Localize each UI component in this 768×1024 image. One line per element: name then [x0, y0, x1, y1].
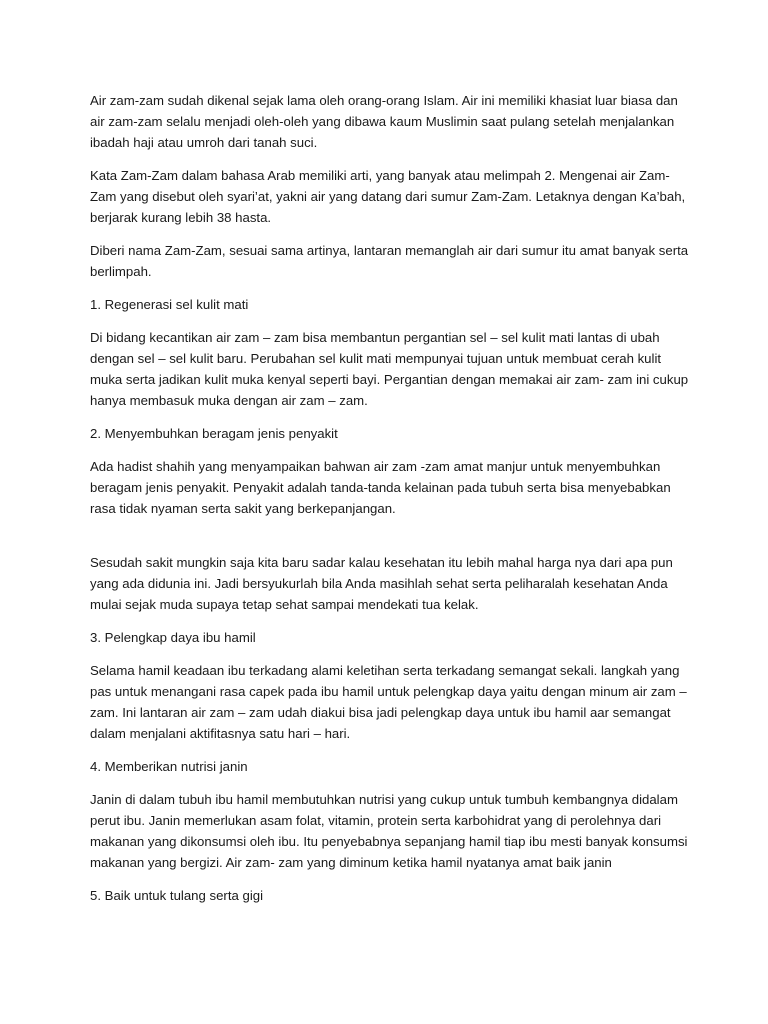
paragraph-ibu-hamil: Selama hamil keadaan ibu terkadang alami keletihan serta terkadang semangat sekali. langkah yang pas untuk menangani rasa capek pada ibu hamil untuk pelengkap daya yaitu dengan minum air zam – zam. Ini lantaran air zam – zam udah diakui bisa jadi pelengkap daya untuk ibu hamil aar semangat dalam menjalani aktifitasnya satu hari – hari. [90, 663, 687, 741]
heading-tulang-gigi: 5. Baik untuk tulang serta gigi [90, 888, 264, 903]
heading-ibu-hamil: 3. Pelengkap daya ibu hamil [90, 630, 256, 645]
paragraph-meaning: Kata Zam-Zam dalam bahasa Arab memiliki arti, yang banyak atau melimpah 2. Mengenai air Zam-Zam yang disebut oleh syari’at, yakni air yang datang dari sumur Zam-Zam. Letaknya dengan Ka’bah, berjarak kurang lebih 38 hasta. [90, 168, 686, 225]
paragraph-nutrisi-janin: Janin di dalam tubuh ibu hamil membutuhkan nutrisi yang cukup untuk tumbuh kembangnya didalam perut ibu. Janin memerlukan asam folat, vitamin, protein serta karbohidrat yang di perolehnya dari makanan yang dikonsumsi oleh ibu. Itu penyebabnya sepanjang hamil tiap ibu mesti banyak konsumsi makanan yang bergizi. Air zam- zam yang diminum ketika hamil nyatanya amat baik janin [90, 792, 688, 870]
paragraph-intro: Air zam-zam sudah dikenal sejak lama oleh orang-orang Islam. Air ini memiliki khasiat luar biasa dan air zam-zam selalu menjadi oleh-oleh yang dibawa kaum Muslimin saat pulang setelah menjalankan ibadah haji atau umroh dari tanah suci. [90, 93, 678, 150]
heading-penyakit: 2. Menyembuhkan beragam jenis penyakit [90, 426, 338, 441]
paragraph-regenerasi: Di bidang kecantikan air zam – zam bisa membantun pergantian sel – sel kulit mati lantas di ubah dengan sel – sel kulit baru. Perubahan sel kulit mati mempunyai tujuan untuk membuat cerah kulit muka serta jadikan kulit muka kenyal seperti bayi. Pergantian dengan memakai air zam- zam ini cukup hanya membasuk muka dengan air zam – zam. [90, 330, 689, 408]
blank-line [90, 531, 690, 552]
heading-regenerasi: 1. Regenerasi sel kulit mati [90, 297, 249, 312]
paragraph-kesehatan: Sesudah sakit mungkin saja kita baru sadar kalau kesehatan itu lebih mahal harga nya dari apa pun yang ada didunia ini. Jadi bersyukurlah bila Anda masihlah sehat serta peliharalah kesehatan Anda mulai sejak muda supaya tetap sehat sampai mendekati tua kelak. [90, 555, 673, 612]
paragraph-name-origin: Diberi nama Zam-Zam, sesuai sama artinya, lantaran memanglah air dari sumur itu amat banyak serta berlimpah. [90, 243, 689, 279]
paragraph-penyakit: Ada hadist shahih yang menyampaikan bahwan air zam -zam amat manjur untuk menyembuhkan beragam jenis penyakit. Penyakit adalah tanda-tanda kelainan pada tubuh serta bisa menyebabkan rasa tidak nyaman serta sakit yang berkepanjangan. [90, 459, 671, 516]
heading-nutrisi-janin: 4. Memberikan nutrisi janin [90, 759, 248, 774]
